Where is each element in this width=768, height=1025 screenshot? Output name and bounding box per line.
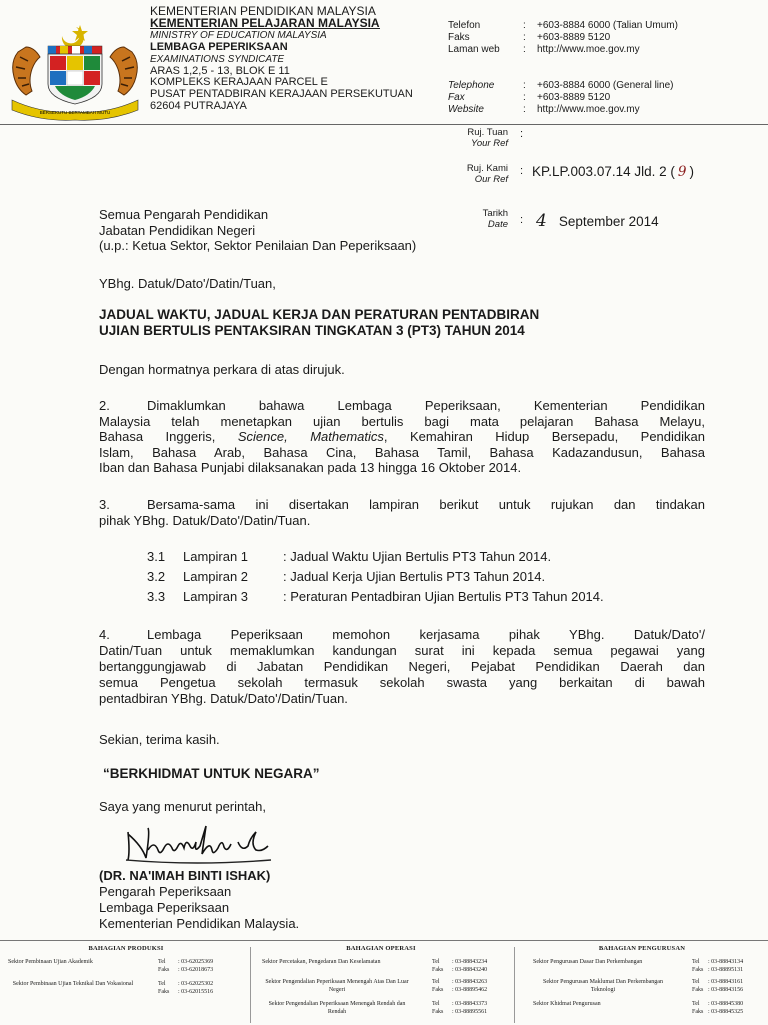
opening-line: Dengan hormatnya perkara di atas dirujuk. (99, 362, 345, 377)
address-line: KOMPLEKS KERAJAAN PARCEL E (150, 76, 328, 89)
crest-motto: BERSEKUTU BERTAMBAH MUTU (39, 110, 111, 115)
subject-heading: JADUAL WAKTU, JADUAL KERJA DAN PERATURAN PENTADBIRAN UJIAN BERTULIS PENTAKSIRAN TINGKATAN 3 (PT3) TAHUN 2014 (99, 307, 540, 338)
phone-value: +603-8884 6000 (General line) (537, 80, 674, 91)
closing-line: Sekian, terima kasih. (99, 732, 220, 747)
your-ref-label: Ruj. Tuan Your Ref (467, 127, 508, 149)
ministry-name-malay: KEMENTERIAN PENDIDIKAN MALAYSIA (150, 4, 376, 18)
contact-label: Website (448, 104, 484, 115)
coat-of-arms-logo (10, 22, 140, 122)
website-value: http://www.moe.gov.my (537, 44, 640, 55)
address-line: ARAS 1,2,5 - 13, BLOK E 11 (150, 64, 290, 77)
contact-label: Faks (448, 32, 470, 43)
recipient-block (99, 207, 416, 254)
recipient-line: Jabatan Pendidikan Negeri (99, 222, 256, 238)
fax-value: +603-8889 5120 (537, 92, 611, 103)
footer-directory: BAHAGIAN PRODUKSI Sektor Pembinaan Ujian Akademik Tel : 03-62025369 Faks : 03-62018673 Sektor Pembinaan Ujian Teknikal Dan Vokasional Tel : 03-62025302 Faks : 03-62015516 BAHAGIAN OPERASI Sektor Percetakan, Pengedaran Dan Keselamatan Tel : 03-88843234 Faks : 03-88843240 Sektor Pengendalian Peperiksaan Menengah Atas Dan Luar Negeri Tel : 03-88843263 Faks : 03-88895462 Sektor Pengendalian Peperiksaan Menengah Rendah dan Rendah Tel : 03-88843373 Faks : 03-88895561 BAHAGIAN PENGURUSAN Sektor Pengurusan Dasar Dan Perkembangan Tel : 03-88843134 Faks : 03-88895131 Sektor Pengurusan Maklumat Dan Perkembangan Teknologi Tel : 03-88843161 Faks : 03-88843156 Sektor Khidmat Pengurusan Tel : 03-88845380 Faks : 03-88845325 (0, 940, 768, 1025)
contact-label: Laman web (448, 44, 500, 55)
paragraph-3: 3. Bersama-sama ini disertakan lampiran berikut untuk rujukan dan tindakan pihak YBhg. Datuk/Dato'/Datin/Tuan. (99, 497, 705, 528)
contacts-english: Telephone : +603-8884 6000 (General line) Fax : +603-8889 5120 Website : http://www.moe.gov.my (448, 80, 674, 115)
footer-column: BAHAGIAN OPERASI (346, 945, 416, 952)
signatory-title: Pengarah Peperiksaan (99, 884, 232, 899)
address-line: 62604 PUTRAJAYA (150, 99, 247, 112)
contacts-malay: Telefon : +603-8884 6000 (Talian Umum) Faks : +603-8889 5120 Laman web : http://www.moe.gov.my (448, 20, 678, 55)
website-value: http://www.moe.gov.my (537, 104, 640, 115)
syndicate-name-malay: LEMBAGA PEPERIKSAAN (150, 41, 288, 54)
handwritten-date-day: 4 (536, 211, 547, 231)
salutation: YBhg. Datuk/Dato'/Datin/Tuan, (99, 276, 276, 291)
footer-column: BAHAGIAN PRODUKSI (88, 945, 164, 952)
handwritten-ref-number: 9 (677, 164, 687, 180)
list-item: 3.3 Lampiran 3 : Peraturan Pentadbiran Ujian Bertulis PT3 Tahun 2014. (147, 589, 604, 604)
contact-label: Telefon (448, 20, 481, 31)
sign-off: Saya yang menurut perintah, (99, 799, 266, 814)
signatory-org: Kementerian Pendidikan Malaysia. (99, 916, 300, 931)
syndicate-name-english: EXAMINATIONS SYNDICATE (150, 53, 285, 65)
signatory-block (99, 868, 299, 932)
footer-divider (250, 947, 251, 1023)
date-label: Tarikh Date (482, 208, 508, 230)
ministry-name-old: KEMENTERIAN PELAJARAN MALAYSIA (150, 15, 380, 30)
ministry-name-english: MINISTRY OF EDUCATION MALAYSIA (150, 30, 327, 42)
footer-column: BAHAGIAN PENGURUSAN (598, 945, 686, 952)
list-item: 3.2 Lampiran 2 : Jadual Kerja Ujian Bertulis PT3 Tahun 2014. (147, 569, 546, 584)
letter-date: 4 September 2014 (536, 211, 659, 231)
our-ref-value: KP.LP.003.07.14 Jld. 2 ( 9 ) (532, 164, 694, 180)
signatory-name: (DR. NA'IMAH BINTI ISHAK) (99, 868, 271, 883)
paragraph-2: 2. Dimaklumkan bahawa Lembaga Peperiksaan, Kementerian Pendidikan Malaysia telah menetapkan ujian bertulis bagi mata pelajaran Bahasa Melayu, Bahasa Inggeris, Science, Mathematics, Kemahiran Hidup Bersepadu, Pendidikan Islam, Bahasa Arab, Bahasa Cina, Bahasa Tamil, Bahasa Kadazandusun, Bahasa Iban dan Bahasa Punjabi dilaksanakan pada 13 hingga 16 Oktober 2014. (99, 398, 705, 475)
header-divider (0, 124, 768, 125)
contact-label: Fax (448, 92, 465, 103)
handwritten-signature (118, 820, 278, 866)
attachment-list (147, 547, 604, 607)
footer-divider (514, 947, 515, 1023)
our-ref-label: Ruj. Kami Our Ref (466, 163, 508, 185)
fax-value: +603-8889 5120 (537, 32, 611, 43)
recipient-line: (u.p.: Ketua Sektor, Sektor Penilaian Dan Peperiksaan) (99, 238, 417, 253)
paragraph-4: 4. Lembaga Peperiksaan memohon kerjasama pihak YBhg. Datuk/Dato'/ Datin/Tuan untuk memaklumkan kandungan surat ini kepada semua pegawai yang bertanggungjawab di Jabatan Pendidikan Negeri, Pejabat Pendidikan Daerah dan semua Pengetua sekolah termasuk sekolah swasta yang berkaitan di bawah pentadbiran YBhg. Datuk/Dato'/Datin/Tuan. (99, 627, 705, 706)
list-item: 3.1 Lampiran 1 : Jadual Waktu Ujian Bertulis PT3 Tahun 2014. (147, 549, 552, 564)
contact-label: Telephone (448, 80, 495, 91)
motto: “BERKHIDMAT UNTUK NEGARA” (103, 766, 320, 781)
letterhead (150, 6, 413, 112)
recipient-line: Semua Pengarah Pendidikan (99, 207, 269, 222)
phone-value: +603-8884 6000 (Talian Umum) (537, 20, 678, 31)
signatory-org: Lembaga Peperiksaan (99, 900, 230, 915)
address-line: PUSAT PENTADBIRAN KERAJAAN PERSEKUTUAN (150, 87, 413, 100)
